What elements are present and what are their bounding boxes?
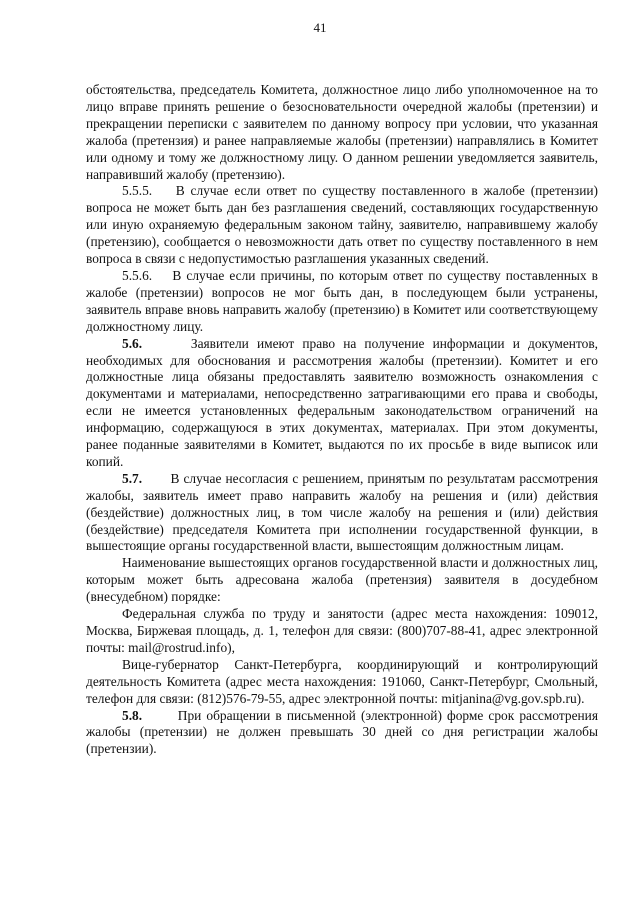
paragraph-5-7 bbox=[86, 471, 598, 556]
paragraph-text: В случае если ответ по существу поставленного в жалобе (претензии) вопроса не может быть дан без разглашения сведений, составляющих государственную или иную охраняемую федеральным законом тайну, заявителю, направившему жалобу (претензию), сообщается о невозможности дать ответ по существу поставленного в нем вопроса в связи с недопустимостью разглашения указанных сведений. bbox=[86, 183, 599, 267]
paragraph-5-8 bbox=[86, 708, 598, 759]
paragraph-text: Заявители имеют право на получение информации и документов, необходимых для обоснования и рассмотрения жалобы (претензии). Комитет и его должностные лица обязаны предоставлять заявителю возможность ознакомления с документами и материалами, непосредственно затрагивающими его права и свободы, если не имеется установленных федеральным законодательством ограничений на информацию, содержащуюся в этих документах, материалах. При этом документы, ранее поданные заявителями в Комитет, выдаются по их просьбе в виде выписок или копий. bbox=[86, 335, 598, 469]
paragraph-continuation bbox=[86, 82, 598, 183]
paragraph-authorities bbox=[86, 555, 598, 606]
paragraph-text: В случае несогласия с решением, принятым по результатам рассмотрения жалобы, заявитель имеет право направить жалобу на решения и (или) действия (бездействие) должностных лиц, в том числе жалобу на решения и (или) действия (бездействие) председателя Комитета при исполнении государственной функции, в вышестоящие органы государственной власти, вышестоящим должностным лицам. bbox=[86, 470, 598, 554]
paragraph-rostrud bbox=[86, 606, 598, 657]
paragraph-text: обстоятельства, председатель Комитета, должностное лицо либо уполномоченное на то лицо вправе принять решение о безосновательности очередной жалобы (претензии) и прекращении переписки с заявителем по данному вопросу при условии, что указанная жалоба (претензия) и ранее направляемые жалобы (претензии) направлялись в Комитет или одному и тому же должностному лицу. О данном решении уведомляется заявитель, направивший жалобу (претензию). bbox=[86, 82, 598, 182]
paragraph-vice-governor bbox=[86, 657, 598, 708]
paragraph-text: Наименование вышестоящих органов государственной власти и должностных лиц, которым может быть адресована жалоба (претензия) заявителя в досудебном (внесудебном) порядке: bbox=[86, 555, 598, 605]
page-number: 41 bbox=[313, 20, 327, 35]
paragraph-5-5-6 bbox=[86, 268, 598, 336]
section-number: 5.7. bbox=[122, 470, 143, 486]
document-body bbox=[86, 82, 598, 758]
paragraph-5-6 bbox=[86, 336, 598, 471]
paragraph-text: В случае если причины, по которым ответ по существу поставленных в жалобе (претензии) вопросов не мог быть дан, в последующем были устранены, заявитель вправе вновь направить жалобу (претензию) в Комитет или соответствующему должностному лицу. bbox=[86, 267, 599, 334]
paragraph-text: Вице-губернатор Санкт-Петербурга, координирующий и контролирующий деятельность Комитета (адрес места нахождения: 191060, Санкт-Петербург, Смольный, телефон для связи: (812)576-79-55, адрес электронной почты: mitjanina@vg.gov.spb.ru). bbox=[86, 656, 598, 706]
section-number: 5.5.6. bbox=[122, 267, 153, 283]
paragraph-text: Федеральная служба по труду и занятости (адрес места нахождения: 109012, Москва, Биржевая площадь, д. 1, телефон для связи: (800)707-88-41, адрес электронной почты: mail@rostrud.info), bbox=[86, 606, 598, 655]
section-number: 5.6. bbox=[122, 335, 143, 351]
paragraph-5-5-5 bbox=[86, 183, 598, 268]
section-number: 5.5.5. bbox=[122, 183, 153, 199]
paragraph-text: При обращении в письменной (электронной) форме срок рассмотрения жалобы (претензии) не должен превышать 30 дней со дня регистрации жалобы (претензии). bbox=[86, 707, 598, 757]
section-number: 5.8. bbox=[122, 707, 143, 723]
